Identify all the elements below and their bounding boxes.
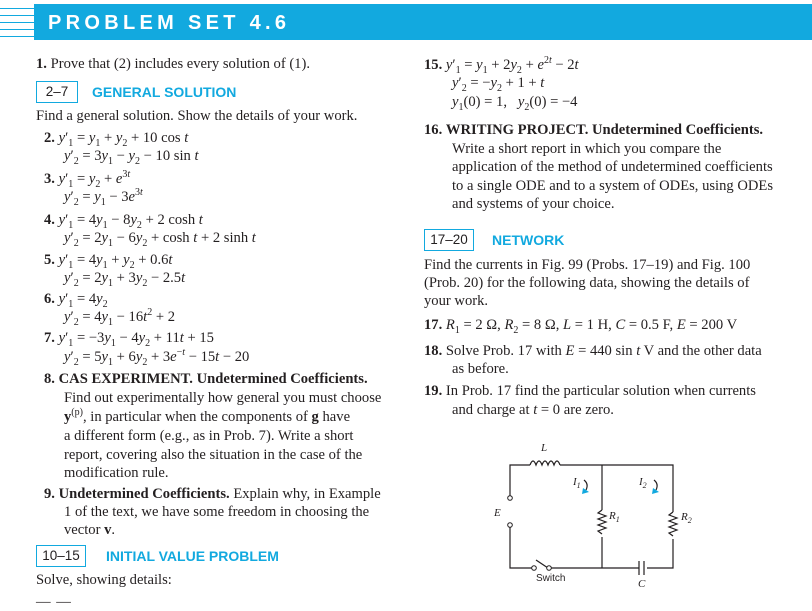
label-l: L	[541, 442, 548, 454]
problem-18-line: 18. Solve Prob. 17 with E = 440 sin t V and the other data	[424, 343, 762, 359]
network-intro-line: your work.	[424, 293, 489, 309]
clipped-equation: — —	[36, 594, 72, 610]
circuit-diagram	[478, 440, 718, 590]
problem-16-title: 16. WRITING PROJECT. Undetermined Coefficients.	[424, 122, 764, 138]
switch-contact	[532, 566, 537, 571]
problem-8-title: 8. CAS EXPERIMENT. Undetermined Coefficients.	[44, 371, 368, 387]
problem-17: 17. $R_1 = 2$ Ω, $R_2 = 8$ Ω, L = 1 H, C = 0.5 F, E = 200 V	[424, 317, 738, 336]
label-r2: $R_2$	[681, 511, 692, 525]
arrowhead	[582, 488, 589, 494]
section-instruction: Find a general solution. Show the details of your work.	[36, 108, 358, 124]
arrowhead	[652, 488, 659, 494]
problem-5-eq1: 5. $y'_1 = 4y_1 + y_2 + 0.6t$	[44, 252, 173, 271]
network-intro-line: (Prob. 20) for the following data, showing the details of	[424, 275, 750, 291]
problem-19-line: 19. In Prob. 17 find the particular solution when currents	[424, 383, 756, 399]
problem-9-title: 9. Undetermined Coefficients. Explain why, in Example	[44, 486, 381, 502]
section-range: 17–20	[424, 229, 474, 251]
problem-16-line: Write a short report in which you compare the	[452, 141, 722, 157]
problem-16-line: to a single ODE and to a system of ODEs, using ODEs	[452, 178, 774, 194]
wire	[510, 465, 530, 496]
wire	[510, 527, 533, 568]
problem-9-line: 1 of the text, we have some freedom in choosing the	[64, 504, 370, 520]
problem-3-eq1: 3. $y'_1 = y_2 + e^{3t}$	[44, 169, 131, 190]
problem-15-ic: $y_1(0) = 1$, $y_2(0) = -4$	[452, 94, 578, 113]
page-title: PROBLEM SET 4.6	[48, 12, 291, 34]
header-banner	[0, 4, 812, 40]
network-intro-line: Find the currents in Fig. 99 (Probs. 17–19) and Fig. 100	[424, 257, 751, 273]
problem-8-line: a different form (e.g., as in Prob. 7). Write a short	[64, 428, 354, 444]
inductor	[530, 461, 560, 465]
section-instruction: Solve, showing details:	[36, 572, 172, 588]
capacitor	[639, 561, 644, 575]
problem-2-eq2: $y'_2 = 3y_1 - y_2 - 10$ sin t	[64, 148, 199, 167]
problem-7-eq2: $y'_2 = 5y_1 + 6y_2 + 3e^{-t} - 15t - 20$	[64, 347, 250, 368]
problem-3-eq2: $y'_2 = y_1 - 3e^{3t}$	[64, 187, 143, 208]
current-arrow-i2	[654, 480, 657, 490]
problem-6-eq2: $y'_2 = 4y_1 - 16t^2 + 2$	[64, 307, 176, 328]
label-c: C	[638, 578, 646, 590]
section-range: 2–7	[36, 81, 78, 103]
problem-1: 1. Prove that (2) includes every solution of (1).	[36, 56, 310, 72]
label-switch: Switch	[536, 573, 566, 584]
problem-8-line: modification rule.	[64, 465, 169, 481]
problem-5-eq2: $y'_2 = 2y_1 + 3y_2 - 2.5t$	[64, 270, 186, 289]
switch	[536, 560, 548, 568]
section-title: INITIAL VALUE PROBLEM	[106, 548, 279, 564]
problem-4-eq1: 4. $y'_1 = 4y_1 - 8y_2 + 2$ cosh t	[44, 212, 203, 231]
section-range: 10–15	[36, 545, 86, 567]
problem-4-eq2: $y'_2 = 2y_1 - 6y_2 + \cosh t + 2$ sinh t	[64, 230, 256, 249]
problem-19-line: and charge at t = 0 are zero.	[452, 402, 614, 418]
resistor-r2	[669, 512, 677, 536]
section-title: GENERAL SOLUTION	[92, 84, 237, 100]
resistor-r1	[598, 510, 606, 534]
switch-contact	[547, 566, 552, 571]
wire	[647, 539, 673, 568]
current-arrow-i1	[584, 480, 587, 490]
terminal	[508, 496, 513, 501]
problem-8-line: $y^{(p)}$, in particular when the components of g have	[64, 407, 351, 425]
label-i2: $I_2$	[639, 476, 647, 490]
problem-15-eq2: $y'_2 = -y_2 + 1 + t$	[452, 75, 545, 94]
problem-16-line: application of the method of undetermined coefficients	[452, 159, 773, 175]
problem-6-eq1: 6. $y'_1 = 4y_2$	[44, 291, 108, 310]
problem-7-eq1: 7. $y'_1 = -3y_1 - 4y_2 + 11t + 15$	[44, 330, 214, 349]
section-title: NETWORK	[492, 232, 565, 248]
problem-15-eq1: 15. $y'_1 = y_1 + 2y_2 + e^{2t} - 2t$	[424, 55, 579, 76]
problem-2-eq1: 2. $y'_1 = y_1 + y_2 + 10$ cos t	[44, 130, 189, 149]
label-e: E	[494, 507, 501, 519]
problem-16-line: and systems of your choice.	[452, 196, 615, 212]
problem-8-line: report, covering also the situation in the case of the	[64, 447, 363, 463]
problem-9-line: vector v.	[64, 522, 116, 538]
label-i1: $I_1$	[573, 476, 581, 490]
problem-8-line: Find out experimentally how general you must choose	[64, 390, 382, 406]
label-r1: $R_1$	[609, 510, 620, 524]
terminal	[508, 523, 513, 528]
problem-18-line: as before.	[452, 361, 509, 377]
